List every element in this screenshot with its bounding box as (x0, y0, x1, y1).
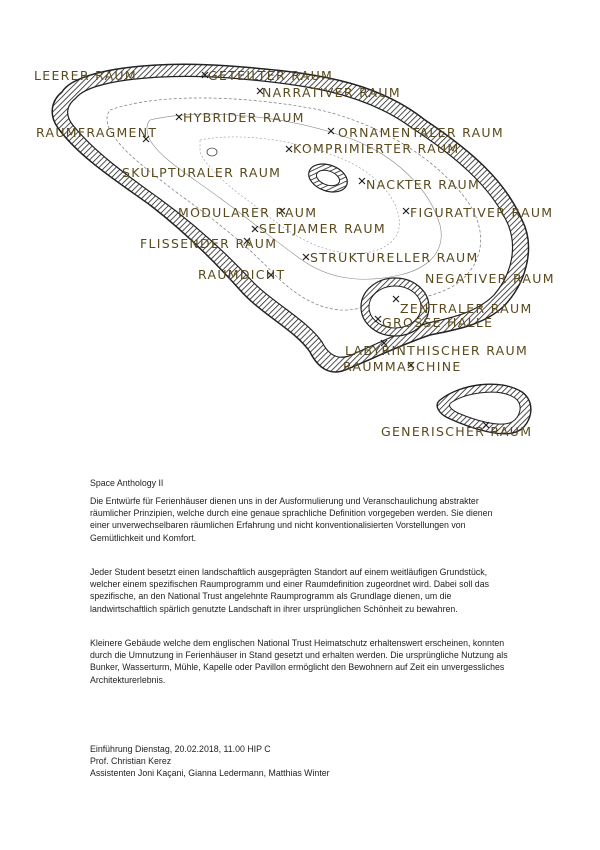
map-label: ZENTRALER RAUM (400, 301, 533, 316)
credit-line-date: Einführung Dienstag, 20.02.2018, 11.00 HIP C (90, 744, 271, 754)
map-label: FLISSENDER RAUM (140, 236, 278, 251)
map-label: ORNAMENTALER RAUM (338, 125, 504, 140)
map-label: HYBRIDER RAUM (183, 110, 305, 125)
map-label: NARRATIVER RAUM (262, 85, 401, 100)
document-title: Space Anthology II (90, 478, 164, 488)
credit-line-assistants: Assistenten Joni Kaçani, Gianna Ledermann, Matthias Winter (90, 768, 330, 779)
map-label: FIGURATIVER RAUM (410, 205, 554, 220)
map-label: KOMPRIMIERTER RAUM (293, 141, 460, 156)
map-label: SKULPTURALER RAUM (122, 165, 282, 180)
paragraph-intro: Die Entwürfe für Ferienhäuser dienen uns in der Ausformulierung und Veranschaulichung abstrakter räumlicher Prinzipien, welche durch eine genaue sprachliche Definition vorgegeben werden. Sie dienen einer unverwechselbaren räumlichen Erfahrung und nicht konventionalisierten Vorstellungen von Gemütlichkeit und Komfort. (90, 496, 493, 543)
map-label: NACKTER RAUM (366, 177, 481, 192)
map-label: GETEILTER RAUM (208, 68, 334, 83)
map-label: SELTJAMER RAUM (259, 221, 386, 236)
paragraph-national-trust: Kleinere Gebäude welche dem englischen National Trust Heimatschutz erhaltenswert erscheinen, konnten durch die Umnutzung in Ferienhäuser in Stand gesetzt und erhalten werden. Die ursprüngliche Nutzung als Bunker, Wasserturm, Mühle, Kapelle oder Pavillon ermöglicht den Bewohnern auf Zeit ein unvergessliches Architekturerlebnis. (90, 638, 508, 685)
map-label: LEERER RAUM (34, 68, 137, 83)
credits (90, 743, 510, 780)
map-label: GROSSE HALLE (382, 315, 494, 330)
map-label: NEGATIVER RAUM (425, 271, 555, 286)
map-label: RAUMMASCHINE (343, 359, 462, 374)
map-label: LABYRINTHISCHER RAUM (345, 343, 529, 358)
map-label: GENERISCHER RAUM (381, 424, 533, 439)
map-label: RAUMFRAGMENT (36, 125, 158, 140)
map-label: RAUMDICHT (198, 267, 286, 282)
credit-line-professor: Prof. Christian Kerez (90, 756, 172, 767)
map-label: MODULARER RAUM (178, 205, 318, 220)
map-label: STRUKTURELLER RAUM (310, 250, 479, 265)
paragraph-site: Jeder Student besetzt einen landschaftlich ausgeprägten Standort auf einem weitläufigen Grundstück, welcher einem spezifischen Raumprogramm und einer Raumdefinition zugeordnet wird. Dabei soll das spezifische, an den National Trust angelehnte Raumprogramm als Grundlage dienen, um die landwirtschaftlich spärlich genutzte Landschaft in ihrer ursprünglichen Schönheit zu bewahren. (90, 567, 489, 614)
